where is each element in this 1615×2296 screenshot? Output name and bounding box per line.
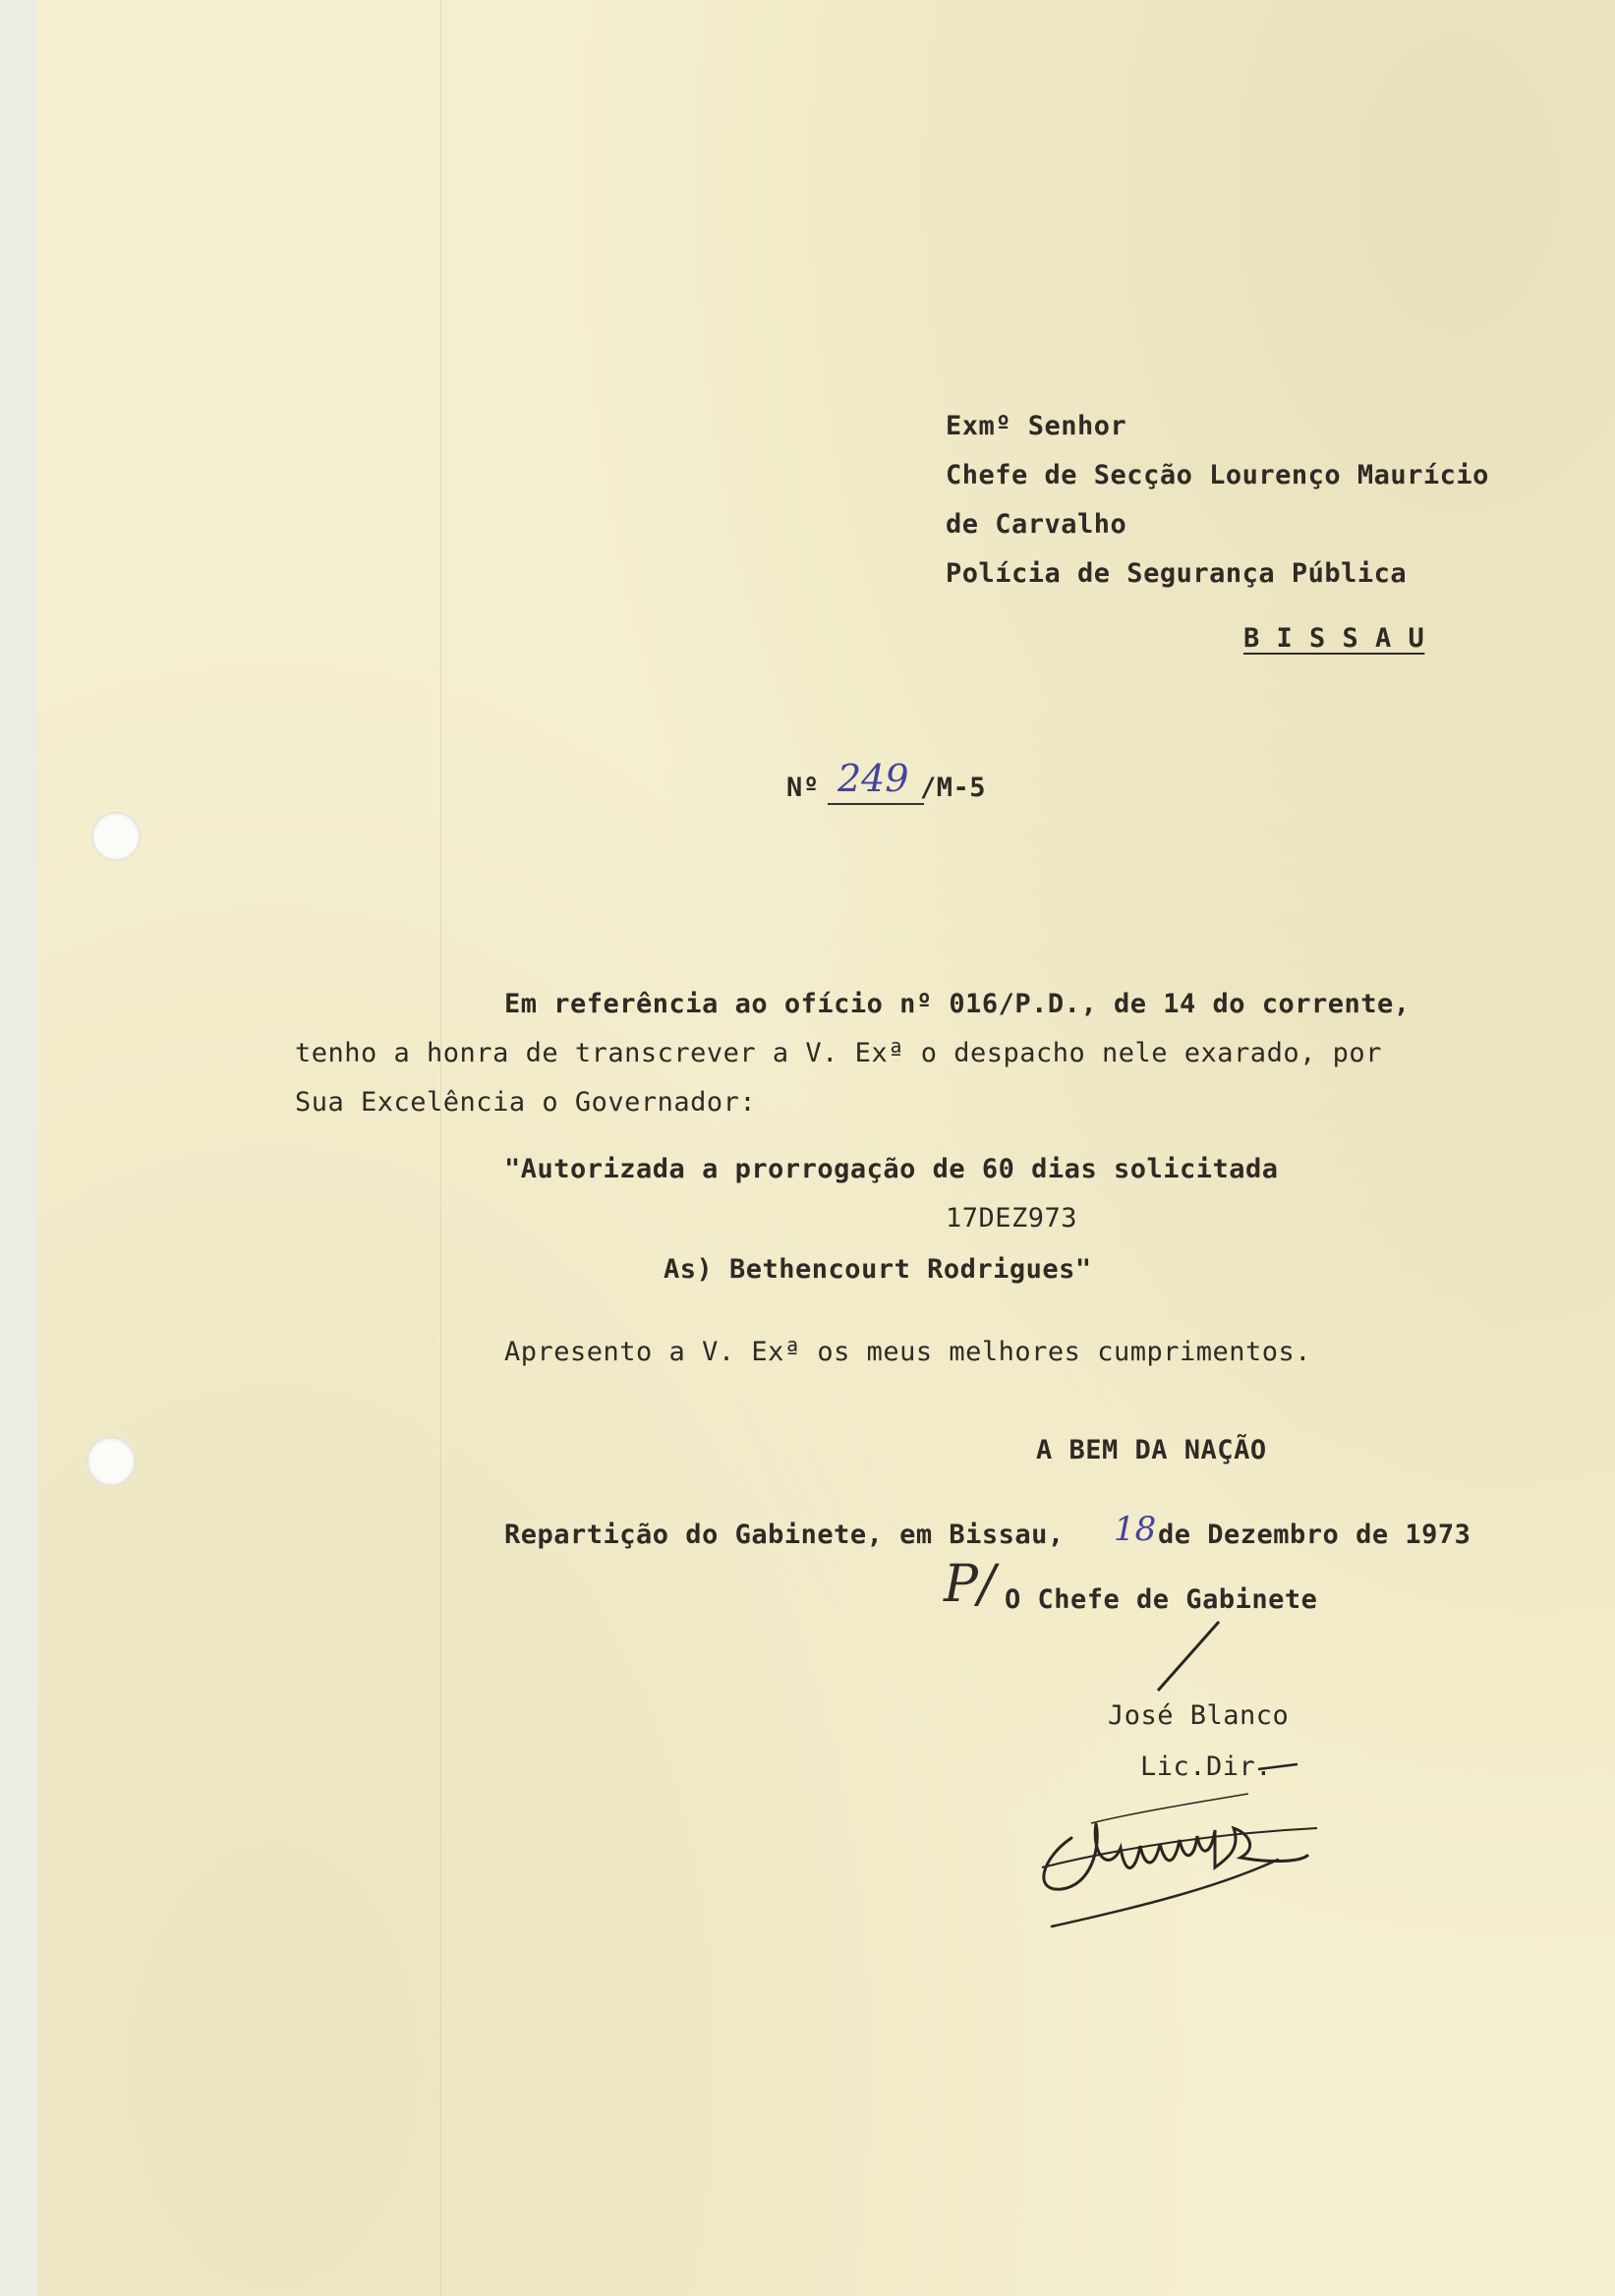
margin-fold-line xyxy=(440,0,441,2296)
signatory-degree: Lic.Dir. xyxy=(1140,1751,1273,1782)
dateline-suffix: de Dezembro de 1973 xyxy=(1158,1520,1471,1550)
recipient-line-1: Chefe de Secção Lourenço Maurício xyxy=(946,460,1489,490)
recipient-city: B I S S A U xyxy=(1243,623,1425,654)
quote-line-1: "Autorizada a prorrogação de 60 dias solicitada xyxy=(504,1154,1279,1184)
handwritten-pp: P/ xyxy=(944,1555,996,1614)
recipient-salutation: Exmº Senhor xyxy=(946,411,1127,441)
quote-date-stamp: 17DEZ973 xyxy=(946,1203,1078,1234)
reference-prefix: Nº xyxy=(786,773,820,803)
body-line-3: Sua Excelência o Governador: xyxy=(295,1087,757,1118)
reference-underline xyxy=(828,803,924,805)
recipient-line-2: de Carvalho xyxy=(946,509,1127,540)
motto: A BEM DA NAÇÃO xyxy=(1036,1435,1267,1465)
handwritten-signature xyxy=(1022,1612,1347,1946)
punch-hole xyxy=(91,812,141,861)
reference-suffix: /M-5 xyxy=(920,773,987,803)
signatory-title: O Chefe de Gabinete xyxy=(1005,1584,1318,1615)
recipient-line-3: Polícia de Segurança Pública xyxy=(946,558,1408,589)
letter-page xyxy=(37,0,1615,2296)
closing-line: Apresento a V. Exª os meus melhores cumprimentos. xyxy=(504,1337,1312,1367)
handwritten-day: 18 xyxy=(1114,1510,1157,1549)
dateline-prefix: Repartição do Gabinete, em Bissau, xyxy=(504,1520,1065,1550)
body-line-2: tenho a honra de transcrever a V. Exª o despacho nele exarado, por xyxy=(295,1038,1382,1068)
quote-signatory: As) Bethencourt Rodrigues" xyxy=(663,1254,1092,1285)
punch-hole xyxy=(87,1437,136,1486)
body-line-1: Em referência ao ofício nº 016/P.D., de 14 do corrente, xyxy=(504,989,1411,1019)
signatory-name: José Blanco xyxy=(1108,1700,1290,1731)
handwritten-reference-number: 249 xyxy=(837,757,909,800)
